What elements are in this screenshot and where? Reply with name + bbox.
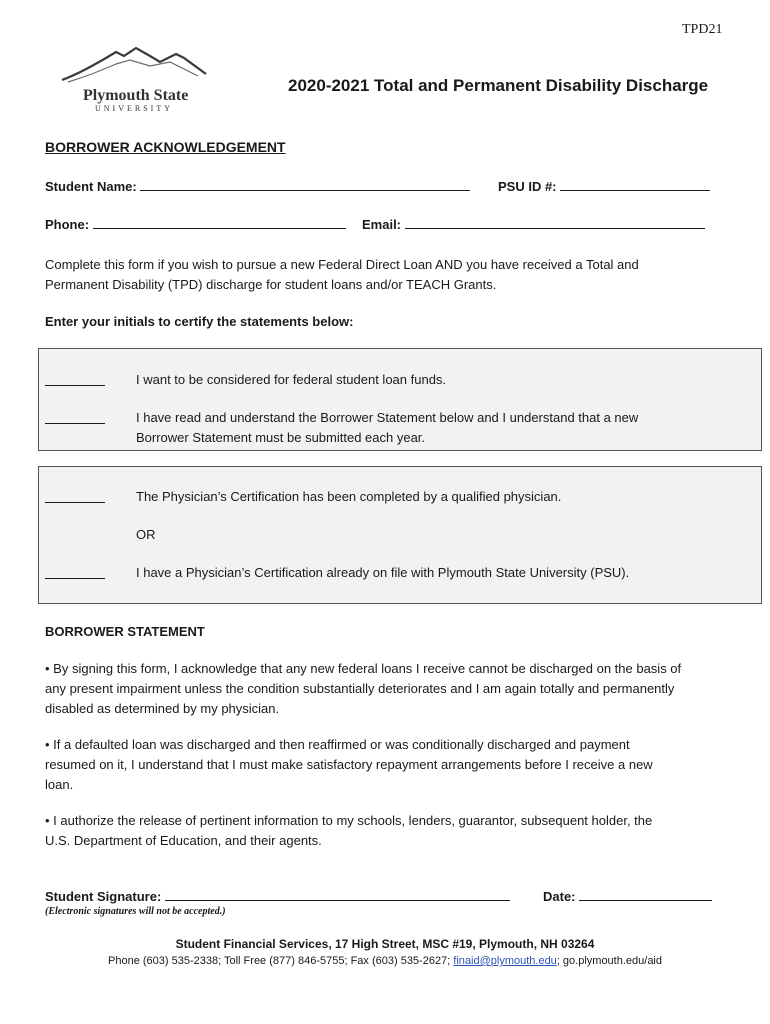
bullet-line: any present impairment unless the condition substantially deteriorates and I am again totally and permanently (45, 681, 675, 696)
signature-field (45, 888, 510, 904)
footer-contact (0, 955, 770, 967)
date-field (543, 888, 712, 904)
phone-field (45, 216, 346, 232)
statement-line: I have read and understand the Borrower Statement below and I understand that a new (136, 410, 639, 425)
initials-input-2[interactable] (45, 409, 105, 424)
statement-bullet-1 (45, 659, 745, 719)
logo-subtitle: UNIVERSITY (95, 104, 173, 113)
bullet-line: resumed on it, I understand that I must make satisfactory repayment arrangements before I receive a new (45, 757, 653, 772)
student-name-field (45, 178, 470, 194)
or-label: OR (136, 527, 156, 542)
signature-note: (Electronic signatures will not be accepted.) (45, 906, 226, 917)
statement-bullet-3 (45, 811, 745, 851)
statement-loan-funds: I want to be considered for federal student loan funds. (136, 372, 447, 387)
intro-line: Permanent Disability (TPD) discharge for student loans and/or TEACH Grants. (45, 277, 497, 292)
logo-name: Plymouth State (83, 87, 189, 104)
bullet-line: loan. (45, 777, 74, 792)
initials-input-4[interactable] (45, 564, 105, 579)
initials-input-1[interactable] (45, 371, 105, 386)
statement-line: Borrower Statement must be submitted each year. (136, 430, 426, 445)
bullet-line: U.S. Department of Education, and their agents. (45, 833, 322, 848)
intro-line: Complete this form if you wish to pursue a new Federal Direct Loan AND you have received a Total and (45, 257, 639, 272)
bullet-line: • If a defaulted loan was discharged and then reaffirmed or was conditionally discharged and payment (45, 737, 630, 752)
statement-physician-on-file: I have a Physician’s Certification already on file with Plymouth State University (PSU). (136, 565, 630, 580)
date-label: Date: (543, 889, 576, 904)
signature-label: Student Signature: (45, 889, 162, 904)
page-title: 2020-2021 Total and Permanent Disability Discharge (288, 76, 709, 95)
acknowledgement-heading: BORROWER ACKNOWLEDGEMENT (45, 139, 286, 155)
footer-contact-suffix: ; go.plymouth.edu/aid (556, 955, 662, 967)
phone-input[interactable] (93, 216, 346, 229)
psu-id-field (498, 178, 710, 194)
certify-instruction: Enter your initials to certify the statements below: (45, 314, 354, 329)
bullet-line: disabled as determined by my physician. (45, 701, 280, 716)
student-name-label: Student Name: (45, 179, 137, 194)
psu-id-input[interactable] (560, 178, 710, 191)
psu-id-label: PSU ID #: (498, 179, 557, 194)
date-input[interactable] (579, 888, 712, 901)
statement-physician-completed: The Physician’s Certification has been completed by a qualified physician. (136, 489, 562, 504)
statement-bullet-2 (45, 735, 745, 795)
bullet-line: • I authorize the release of pertinent information to my schools, lenders, guarantor, subsequent holder, the (45, 813, 653, 828)
email-label: Email: (362, 217, 402, 232)
email-field (362, 216, 705, 232)
statement-borrower-statement (136, 408, 696, 448)
footer-contact-prefix: Phone (603) 535-2338; Toll Free (877) 846-5755; Fax (603) 535-2627; (108, 955, 454, 967)
form-code: TPD21 (682, 22, 723, 37)
bullet-line: • By signing this form, I acknowledge that any new federal loans I receive cannot be discharged on the basis of (45, 661, 682, 676)
footer-address: Student Financial Services, 17 High Street, MSC #19, Plymouth, NH 03264 (175, 937, 595, 951)
signature-input[interactable] (165, 888, 510, 901)
email-input[interactable] (405, 216, 705, 229)
footer-email-link[interactable]: finaid@plymouth.edu (453, 955, 557, 967)
borrower-statement-heading: BORROWER STATEMENT (45, 624, 205, 639)
intro-paragraph (45, 255, 639, 295)
student-name-input[interactable] (140, 178, 470, 191)
initials-input-3[interactable] (45, 488, 105, 503)
phone-label: Phone: (45, 217, 90, 232)
